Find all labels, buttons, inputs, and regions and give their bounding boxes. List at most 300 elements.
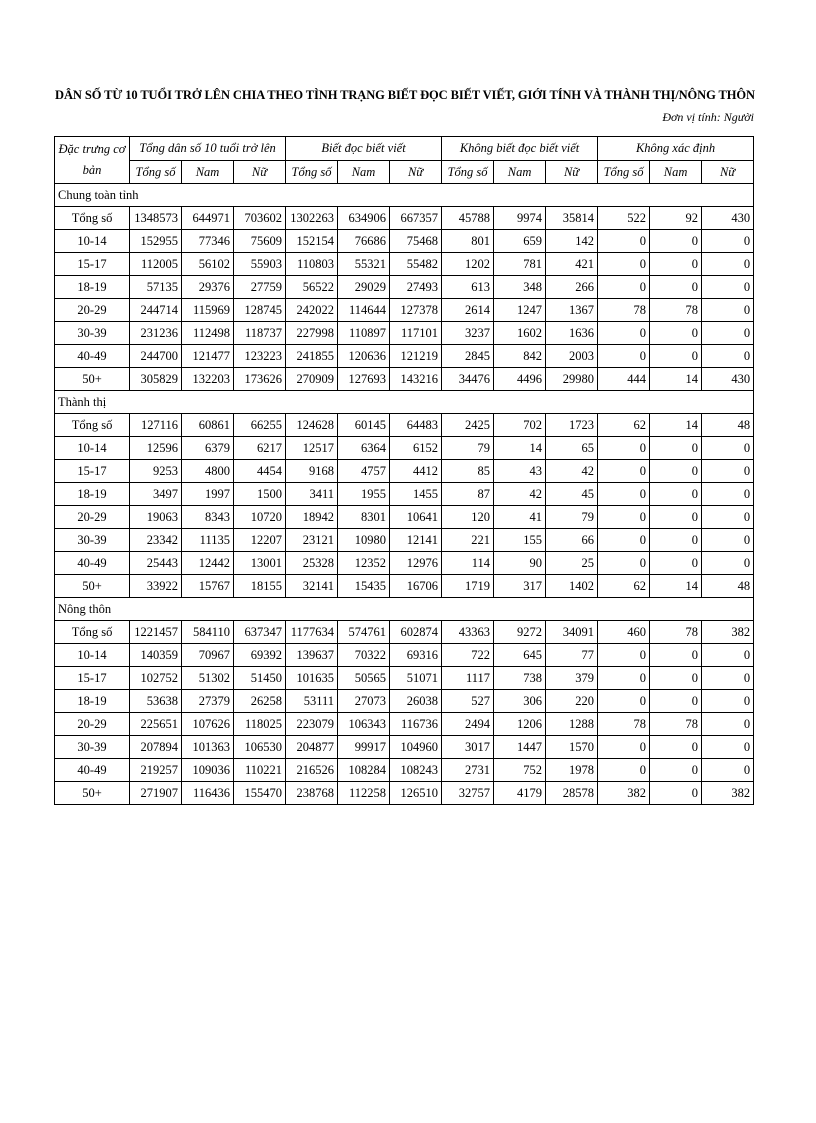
table-cell: 56102 xyxy=(182,253,234,276)
subcol-total: Tổng số xyxy=(286,161,338,184)
table-cell: 139637 xyxy=(286,644,338,667)
table-cell: 45788 xyxy=(442,207,494,230)
table-cell: 121219 xyxy=(390,345,442,368)
table-row xyxy=(55,644,754,667)
table-cell: 1978 xyxy=(546,759,598,782)
table-cell: 1723 xyxy=(546,414,598,437)
row-label: 15-17 xyxy=(55,667,130,690)
table-cell: 114644 xyxy=(338,299,390,322)
table-cell: 28578 xyxy=(546,782,598,805)
table-cell: 0 xyxy=(702,736,754,759)
table-cell: 0 xyxy=(598,460,650,483)
row-label: 30-39 xyxy=(55,529,130,552)
table-cell: 110803 xyxy=(286,253,338,276)
table-cell: 12352 xyxy=(338,552,390,575)
table-cell: 3411 xyxy=(286,483,338,506)
section-label: Nông thôn xyxy=(55,598,754,621)
row-label: 18-19 xyxy=(55,690,130,713)
table-cell: 0 xyxy=(650,437,702,460)
table-cell: 29376 xyxy=(182,276,234,299)
table-cell: 0 xyxy=(598,644,650,667)
first-column-header: Đặc trưng cơ bản xyxy=(55,137,130,184)
table-cell: 106343 xyxy=(338,713,390,736)
table-cell: 0 xyxy=(598,529,650,552)
table-cell: 379 xyxy=(546,667,598,690)
table-cell: 0 xyxy=(598,690,650,713)
table-cell: 2494 xyxy=(442,713,494,736)
table-cell: 70322 xyxy=(338,644,390,667)
table-cell: 78 xyxy=(598,299,650,322)
table-cell: 19063 xyxy=(130,506,182,529)
table-cell: 9168 xyxy=(286,460,338,483)
table-cell: 0 xyxy=(650,506,702,529)
table-cell: 244714 xyxy=(130,299,182,322)
group-header-literate: Biết đọc biết viết xyxy=(286,137,442,161)
table-row xyxy=(55,506,754,529)
table-cell: 117101 xyxy=(390,322,442,345)
table-cell: 10720 xyxy=(234,506,286,529)
table-cell: 8301 xyxy=(338,506,390,529)
table-cell: 78 xyxy=(650,713,702,736)
table-cell: 3237 xyxy=(442,322,494,345)
table-cell: 221 xyxy=(442,529,494,552)
table-cell: 124628 xyxy=(286,414,338,437)
table-cell: 1402 xyxy=(546,575,598,598)
table-cell: 18942 xyxy=(286,506,338,529)
table-cell: 0 xyxy=(650,253,702,276)
table-cell: 738 xyxy=(494,667,546,690)
table-cell: 79 xyxy=(546,506,598,529)
table-row xyxy=(55,713,754,736)
table-row xyxy=(55,207,754,230)
row-label: Tổng số xyxy=(55,207,130,230)
table-cell: 634906 xyxy=(338,207,390,230)
table-cell: 0 xyxy=(650,736,702,759)
table-cell: 1447 xyxy=(494,736,546,759)
table-cell: 64483 xyxy=(390,414,442,437)
table-cell: 584110 xyxy=(182,621,234,644)
table-cell: 110897 xyxy=(338,322,390,345)
table-cell: 0 xyxy=(702,644,754,667)
row-label: 15-17 xyxy=(55,460,130,483)
table-cell: 1455 xyxy=(390,483,442,506)
row-label: 20-29 xyxy=(55,713,130,736)
table-cell: 4496 xyxy=(494,368,546,391)
table-cell: 65 xyxy=(546,437,598,460)
table-cell: 4412 xyxy=(390,460,442,483)
table-cell: 116736 xyxy=(390,713,442,736)
table-cell: 55903 xyxy=(234,253,286,276)
table-cell: 1206 xyxy=(494,713,546,736)
subcol-total: Tổng số xyxy=(442,161,494,184)
table-body xyxy=(55,184,754,805)
table-cell: 1719 xyxy=(442,575,494,598)
table-cell: 0 xyxy=(702,276,754,299)
table-cell: 12596 xyxy=(130,437,182,460)
row-label: 40-49 xyxy=(55,759,130,782)
table-cell: 118737 xyxy=(234,322,286,345)
table-cell: 1955 xyxy=(338,483,390,506)
table-cell: 0 xyxy=(598,506,650,529)
table-cell: 0 xyxy=(598,667,650,690)
table-cell: 0 xyxy=(650,759,702,782)
table-cell: 382 xyxy=(702,782,754,805)
table-row xyxy=(55,345,754,368)
table-cell: 0 xyxy=(702,713,754,736)
table-cell: 102752 xyxy=(130,667,182,690)
table-cell: 152955 xyxy=(130,230,182,253)
table-cell: 35814 xyxy=(546,207,598,230)
table-cell: 0 xyxy=(702,483,754,506)
section-label: Chung toàn tỉnh xyxy=(55,184,754,207)
table-cell: 13001 xyxy=(234,552,286,575)
table-cell: 305829 xyxy=(130,368,182,391)
table-cell: 6379 xyxy=(182,437,234,460)
section-label: Thành thị xyxy=(55,391,754,414)
table-cell: 0 xyxy=(702,529,754,552)
table-cell: 104960 xyxy=(390,736,442,759)
table-cell: 0 xyxy=(702,437,754,460)
table-cell: 266 xyxy=(546,276,598,299)
table-cell: 0 xyxy=(650,483,702,506)
table-cell: 1602 xyxy=(494,322,546,345)
table-cell: 76686 xyxy=(338,230,390,253)
table-cell: 43363 xyxy=(442,621,494,644)
row-label: 50+ xyxy=(55,368,130,391)
table-cell: 1570 xyxy=(546,736,598,759)
subcol-female: Nữ xyxy=(702,161,754,184)
table-cell: 12976 xyxy=(390,552,442,575)
table-cell: 637347 xyxy=(234,621,286,644)
table-cell: 1221457 xyxy=(130,621,182,644)
table-cell: 48 xyxy=(702,414,754,437)
table-cell: 460 xyxy=(598,621,650,644)
table-row xyxy=(55,460,754,483)
table-cell: 15435 xyxy=(338,575,390,598)
table-row xyxy=(55,483,754,506)
table-row xyxy=(55,368,754,391)
table-cell: 382 xyxy=(702,621,754,644)
table-cell: 9272 xyxy=(494,621,546,644)
table-cell: 114 xyxy=(442,552,494,575)
table-cell: 34091 xyxy=(546,621,598,644)
table-cell: 0 xyxy=(650,782,702,805)
table-cell: 132203 xyxy=(182,368,234,391)
table-cell: 348 xyxy=(494,276,546,299)
table-cell: 32141 xyxy=(286,575,338,598)
table-cell: 241855 xyxy=(286,345,338,368)
table-row xyxy=(55,253,754,276)
table-cell: 101635 xyxy=(286,667,338,690)
subcol-female: Nữ xyxy=(546,161,598,184)
table-cell: 87 xyxy=(442,483,494,506)
table-cell: 0 xyxy=(702,460,754,483)
table-cell: 722 xyxy=(442,644,494,667)
table-cell: 703602 xyxy=(234,207,286,230)
table-row xyxy=(55,621,754,644)
table-cell: 77346 xyxy=(182,230,234,253)
table-cell: 238768 xyxy=(286,782,338,805)
row-label: 10-14 xyxy=(55,644,130,667)
table-cell: 271907 xyxy=(130,782,182,805)
table-cell: 2425 xyxy=(442,414,494,437)
table-cell: 4800 xyxy=(182,460,234,483)
table-cell: 53111 xyxy=(286,690,338,713)
table-row xyxy=(55,437,754,460)
table-cell: 45 xyxy=(546,483,598,506)
table-cell: 1202 xyxy=(442,253,494,276)
table-cell: 1288 xyxy=(546,713,598,736)
table-cell: 225651 xyxy=(130,713,182,736)
table-cell: 14 xyxy=(494,437,546,460)
table-cell: 702 xyxy=(494,414,546,437)
table-cell: 127693 xyxy=(338,368,390,391)
row-label: 10-14 xyxy=(55,437,130,460)
row-label: 10-14 xyxy=(55,230,130,253)
group-header-total: Tổng dân số 10 tuổi trở lên xyxy=(130,137,286,161)
table-cell: 143216 xyxy=(390,368,442,391)
table-cell: 0 xyxy=(650,276,702,299)
subcol-male: Nam xyxy=(650,161,702,184)
table-cell: 6152 xyxy=(390,437,442,460)
table-cell: 112498 xyxy=(182,322,234,345)
row-label: 15-17 xyxy=(55,253,130,276)
table-cell: 0 xyxy=(702,506,754,529)
table-row xyxy=(55,759,754,782)
row-label: 18-19 xyxy=(55,276,130,299)
table-cell: 444 xyxy=(598,368,650,391)
table-cell: 0 xyxy=(702,690,754,713)
table-cell: 34476 xyxy=(442,368,494,391)
table-row xyxy=(55,552,754,575)
table-row xyxy=(55,782,754,805)
table-cell: 430 xyxy=(702,368,754,391)
row-label: 50+ xyxy=(55,575,130,598)
table-cell: 60861 xyxy=(182,414,234,437)
table-cell: 108284 xyxy=(338,759,390,782)
table-cell: 4179 xyxy=(494,782,546,805)
table-title: DÂN SỐ TỪ 10 TUỔI TRỞ LÊN CHIA THEO TÌNH TRẠNG BIẾT ĐỌC BIẾT VIẾT, GIỚI TÍNH VÀ THÀNH THỊ/NÔNG THÔN xyxy=(55,88,755,102)
table-cell: 12207 xyxy=(234,529,286,552)
section-row xyxy=(55,184,754,207)
subcol-total: Tổng số xyxy=(598,161,650,184)
table-row xyxy=(55,414,754,437)
subcol-female: Nữ xyxy=(390,161,442,184)
table-cell: 60145 xyxy=(338,414,390,437)
table-cell: 69316 xyxy=(390,644,442,667)
row-label: 40-49 xyxy=(55,345,130,368)
table-cell: 0 xyxy=(598,322,650,345)
table-cell: 14 xyxy=(650,575,702,598)
table-cell: 116436 xyxy=(182,782,234,805)
table-cell: 25443 xyxy=(130,552,182,575)
table-cell: 801 xyxy=(442,230,494,253)
table-cell: 120636 xyxy=(338,345,390,368)
table-cell: 128745 xyxy=(234,299,286,322)
table-cell: 0 xyxy=(702,253,754,276)
table-cell: 0 xyxy=(598,253,650,276)
table-cell: 115969 xyxy=(182,299,234,322)
table-cell: 85 xyxy=(442,460,494,483)
table-cell: 15767 xyxy=(182,575,234,598)
table-cell: 109036 xyxy=(182,759,234,782)
table-cell: 0 xyxy=(598,736,650,759)
row-label: Tổng số xyxy=(55,414,130,437)
table-cell: 70967 xyxy=(182,644,234,667)
table-cell: 112005 xyxy=(130,253,182,276)
table-cell: 26038 xyxy=(390,690,442,713)
table-row xyxy=(55,322,754,345)
table-cell: 155470 xyxy=(234,782,286,805)
table-cell: 0 xyxy=(598,759,650,782)
table-row xyxy=(55,276,754,299)
table-cell: 62 xyxy=(598,414,650,437)
table-cell: 32757 xyxy=(442,782,494,805)
table-cell: 142 xyxy=(546,230,598,253)
table-cell: 0 xyxy=(702,345,754,368)
table-cell: 112258 xyxy=(338,782,390,805)
table-cell: 659 xyxy=(494,230,546,253)
table-cell: 51071 xyxy=(390,667,442,690)
row-label: 18-19 xyxy=(55,483,130,506)
row-label: 50+ xyxy=(55,782,130,805)
table-cell: 0 xyxy=(702,552,754,575)
table-cell: 90 xyxy=(494,552,546,575)
table-cell: 645 xyxy=(494,644,546,667)
table-cell: 11135 xyxy=(182,529,234,552)
table-row xyxy=(55,736,754,759)
table-cell: 3497 xyxy=(130,483,182,506)
table-cell: 522 xyxy=(598,207,650,230)
table-cell: 123223 xyxy=(234,345,286,368)
table-cell: 9974 xyxy=(494,207,546,230)
table-cell: 574761 xyxy=(338,621,390,644)
table-cell: 1367 xyxy=(546,299,598,322)
table-cell: 10980 xyxy=(338,529,390,552)
table-cell: 27379 xyxy=(182,690,234,713)
table-cell: 220 xyxy=(546,690,598,713)
table-cell: 33922 xyxy=(130,575,182,598)
table-cell: 421 xyxy=(546,253,598,276)
subcol-male: Nam xyxy=(494,161,546,184)
table-cell: 842 xyxy=(494,345,546,368)
table-row xyxy=(55,667,754,690)
table-cell: 118025 xyxy=(234,713,286,736)
subcol-female: Nữ xyxy=(234,161,286,184)
table-cell: 26258 xyxy=(234,690,286,713)
table-cell: 317 xyxy=(494,575,546,598)
table-cell: 42 xyxy=(546,460,598,483)
table-row xyxy=(55,690,754,713)
table-cell: 155 xyxy=(494,529,546,552)
table-cell: 0 xyxy=(598,552,650,575)
table-cell: 173626 xyxy=(234,368,286,391)
table-cell: 781 xyxy=(494,253,546,276)
table-cell: 110221 xyxy=(234,759,286,782)
table-cell: 2845 xyxy=(442,345,494,368)
table-cell: 79 xyxy=(442,437,494,460)
table-cell: 1997 xyxy=(182,483,234,506)
table-cell: 29980 xyxy=(546,368,598,391)
table-cell: 527 xyxy=(442,690,494,713)
table-cell: 0 xyxy=(650,667,702,690)
table-cell: 23121 xyxy=(286,529,338,552)
table-cell: 55321 xyxy=(338,253,390,276)
table-cell: 25328 xyxy=(286,552,338,575)
row-label: 40-49 xyxy=(55,552,130,575)
table-cell: 602874 xyxy=(390,621,442,644)
table-cell: 62 xyxy=(598,575,650,598)
table-cell: 69392 xyxy=(234,644,286,667)
table-cell: 0 xyxy=(598,276,650,299)
table-cell: 0 xyxy=(650,345,702,368)
table-cell: 0 xyxy=(598,483,650,506)
table-cell: 1348573 xyxy=(130,207,182,230)
table-cell: 25 xyxy=(546,552,598,575)
table-cell: 121477 xyxy=(182,345,234,368)
table-cell: 127116 xyxy=(130,414,182,437)
row-label: 20-29 xyxy=(55,299,130,322)
table-cell: 18155 xyxy=(234,575,286,598)
table-row xyxy=(55,299,754,322)
table-cell: 0 xyxy=(650,552,702,575)
table-cell: 1302263 xyxy=(286,207,338,230)
table-cell: 3017 xyxy=(442,736,494,759)
table-cell: 126510 xyxy=(390,782,442,805)
table-cell: 4757 xyxy=(338,460,390,483)
table-cell: 9253 xyxy=(130,460,182,483)
table-cell: 0 xyxy=(650,529,702,552)
table-cell: 51450 xyxy=(234,667,286,690)
table-cell: 16706 xyxy=(390,575,442,598)
table-cell: 66 xyxy=(546,529,598,552)
table-cell: 14 xyxy=(650,414,702,437)
table-cell: 107626 xyxy=(182,713,234,736)
table-cell: 27493 xyxy=(390,276,442,299)
table-cell: 75609 xyxy=(234,230,286,253)
table-cell: 0 xyxy=(650,322,702,345)
table-cell: 613 xyxy=(442,276,494,299)
table-cell: 10641 xyxy=(390,506,442,529)
table-cell: 219257 xyxy=(130,759,182,782)
table-cell: 78 xyxy=(650,299,702,322)
table-cell: 66255 xyxy=(234,414,286,437)
table-cell: 231236 xyxy=(130,322,182,345)
row-label: 30-39 xyxy=(55,322,130,345)
table-cell: 14 xyxy=(650,368,702,391)
table-cell: 42 xyxy=(494,483,546,506)
row-label: 30-39 xyxy=(55,736,130,759)
table-cell: 227998 xyxy=(286,322,338,345)
table-cell: 244700 xyxy=(130,345,182,368)
table-cell: 0 xyxy=(702,230,754,253)
table-cell: 2003 xyxy=(546,345,598,368)
table-cell: 270909 xyxy=(286,368,338,391)
table-cell: 242022 xyxy=(286,299,338,322)
table-cell: 0 xyxy=(598,345,650,368)
table-cell: 51302 xyxy=(182,667,234,690)
row-label: Tổng số xyxy=(55,621,130,644)
table-cell: 152154 xyxy=(286,230,338,253)
table-cell: 0 xyxy=(702,299,754,322)
table-cell: 0 xyxy=(650,460,702,483)
table-cell: 0 xyxy=(702,667,754,690)
group-header-illiterate: Không biết đọc biết viết xyxy=(442,137,598,161)
table-cell: 48 xyxy=(702,575,754,598)
table-cell: 0 xyxy=(650,644,702,667)
table-cell: 120 xyxy=(442,506,494,529)
table-row xyxy=(55,230,754,253)
